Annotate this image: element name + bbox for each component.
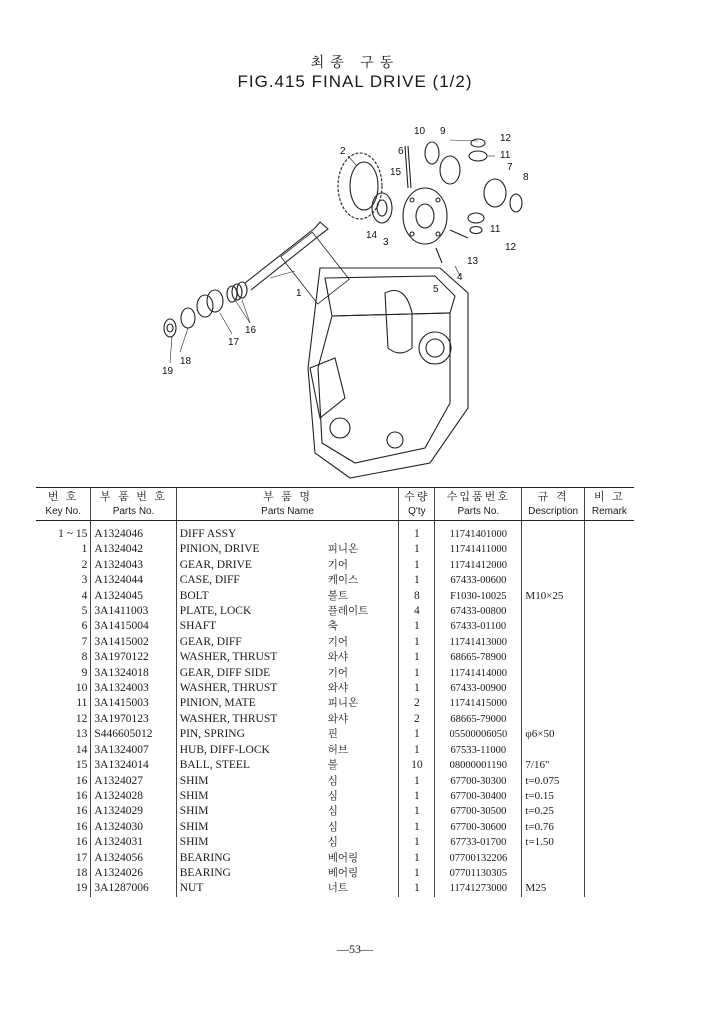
callout-14: 14 <box>366 230 378 241</box>
table-row <box>36 851 634 866</box>
cell-remark <box>584 820 634 835</box>
cell-parts-no: 3A1287006 <box>91 881 176 896</box>
cell-remark <box>584 851 634 866</box>
table-row <box>36 681 634 696</box>
cell-import-no: 67433-00800 <box>435 604 522 619</box>
cell-description: φ6×50 <box>522 727 584 742</box>
cell-description <box>522 851 584 866</box>
cell-import-no: 67433-01100 <box>435 619 522 634</box>
part-name-en: NUT <box>179 882 204 895</box>
cell-description <box>522 558 584 573</box>
cell-parts-name <box>176 758 399 773</box>
part-name-en: BALL, STEEL <box>179 759 250 772</box>
cell-remark <box>584 521 634 543</box>
cell-key: 1 ~ 15 <box>58 528 88 540</box>
col-key: 번 호 Key No. <box>36 488 91 521</box>
cell-import-no: 11741273000 <box>435 881 522 896</box>
cell-key: 17 <box>75 851 88 864</box>
exploded-view-diagram <box>150 118 550 483</box>
cell-parts-no: A1324030 <box>91 820 176 835</box>
cell-parts-name <box>176 521 399 543</box>
cell-import-no: 67433-00600 <box>435 573 522 588</box>
cell-qty: 2 <box>399 712 435 727</box>
table-row <box>36 727 634 742</box>
cell-import-no: 67700-30600 <box>435 820 522 835</box>
part-name-kr: 심 <box>327 789 338 802</box>
callout-7: 7 <box>507 162 513 173</box>
cell-import-no: 11741412000 <box>435 558 522 573</box>
cell-key: 16 <box>75 774 88 787</box>
cell-parts-no: 3A1324007 <box>91 743 176 758</box>
table-row <box>36 881 634 896</box>
cell-parts-name <box>176 650 399 665</box>
part-name-kr: 피니온 <box>327 697 359 710</box>
cell-parts-no: A1324045 <box>91 589 176 604</box>
cell-qty: 2 <box>399 696 435 711</box>
part-name-en: DIFF ASSY <box>179 528 237 540</box>
cell-key: 5 <box>81 605 88 618</box>
cell-description <box>522 542 584 557</box>
cell-description <box>522 666 584 681</box>
cell-description <box>522 573 584 588</box>
cell-remark <box>584 666 634 681</box>
part-name-kr: 베어링 <box>327 866 359 879</box>
cell-parts-name <box>176 573 399 588</box>
callout-12b: 12 <box>505 242 517 253</box>
table-row <box>36 712 634 727</box>
parts-table <box>36 487 634 897</box>
cell-key: 7 <box>81 635 88 648</box>
part-name-kr: 너트 <box>327 882 348 895</box>
cell-key: 19 <box>75 882 88 895</box>
table-row <box>36 635 634 650</box>
callout-5: 5 <box>433 284 439 295</box>
col-import-no: 수입품번호 Parts No. <box>435 488 522 521</box>
cell-key: 16 <box>75 836 88 849</box>
cell-parts-name <box>176 589 399 604</box>
table-row <box>36 589 634 604</box>
cell-remark <box>584 604 634 619</box>
col-parts-no: 부 품 번 호 Parts No. <box>91 488 176 521</box>
table-row <box>36 774 634 789</box>
part-name-kr: 와샤 <box>327 651 348 664</box>
callout-13: 13 <box>467 256 479 267</box>
cell-qty: 1 <box>399 820 435 835</box>
cell-import-no: 07700132206 <box>435 851 522 866</box>
cell-remark <box>584 573 634 588</box>
table-header-row <box>36 488 634 521</box>
cell-description <box>522 866 584 881</box>
cell-import-no: 67700-30500 <box>435 804 522 819</box>
cell-description <box>522 712 584 727</box>
table-row <box>36 789 634 804</box>
cell-parts-name <box>176 696 399 711</box>
part-name-en: SHIM <box>179 774 209 787</box>
cell-remark <box>584 635 634 650</box>
cell-remark <box>584 712 634 727</box>
cell-parts-no: 3A1324018 <box>91 666 176 681</box>
table-row <box>36 542 634 557</box>
part-name-en: CASE, DIFF <box>179 574 240 587</box>
cell-parts-no: A1324026 <box>91 866 176 881</box>
cell-key: 10 <box>75 682 88 695</box>
callout-9: 9 <box>440 126 446 137</box>
cell-parts-no: A1324042 <box>91 542 176 557</box>
cell-key: 16 <box>75 789 88 802</box>
cell-qty: 1 <box>399 789 435 804</box>
table-row <box>36 666 634 681</box>
cell-remark <box>584 835 634 850</box>
cell-remark <box>584 650 634 665</box>
cell-remark <box>584 589 634 604</box>
part-name-kr: 심 <box>327 774 338 787</box>
cell-import-no: 11741413000 <box>435 635 522 650</box>
part-name-en: SHIM <box>179 836 209 849</box>
table-row <box>36 573 634 588</box>
callout-1: 1 <box>296 288 302 299</box>
callout-10: 10 <box>414 126 426 137</box>
cell-key: 12 <box>75 712 88 725</box>
col-parts-name: 부 품 명 Parts Name <box>176 488 399 521</box>
part-name-en: BOLT <box>179 589 209 602</box>
part-name-kr: 기어 <box>327 635 348 648</box>
cell-remark <box>584 758 634 773</box>
callout-12a: 12 <box>500 133 512 144</box>
cell-description: M25 <box>522 881 584 896</box>
cell-key: 15 <box>75 759 88 772</box>
cell-qty: 1 <box>399 681 435 696</box>
cell-description: t=1.50 <box>522 835 584 850</box>
part-name-kr: 와샤 <box>327 712 348 725</box>
cell-qty: 1 <box>399 727 435 742</box>
cell-parts-name <box>176 542 399 557</box>
cell-remark <box>584 774 634 789</box>
cell-parts-no: 3A1415002 <box>91 635 176 650</box>
cell-description: M10×25 <box>522 589 584 604</box>
cell-remark <box>584 743 634 758</box>
cell-parts-no: 3A1324014 <box>91 758 176 773</box>
cell-parts-name <box>176 804 399 819</box>
cell-remark <box>584 558 634 573</box>
part-name-en: WASHER, THRUST <box>179 651 278 664</box>
callout-8: 8 <box>523 172 529 183</box>
part-name-kr: 허브 <box>327 743 348 756</box>
part-name-kr: 심 <box>327 805 338 818</box>
part-name-kr: 핀 <box>327 728 338 741</box>
cell-qty: 1 <box>399 851 435 866</box>
figure-title: FIG.415 FINAL DRIVE (1/2) <box>237 72 473 91</box>
part-name-kr: 와샤 <box>327 682 348 695</box>
callout-11a: 11 <box>500 150 511 161</box>
cell-parts-name <box>176 789 399 804</box>
cell-import-no: F1030-10025 <box>435 589 522 604</box>
part-name-kr: 베어링 <box>327 851 359 864</box>
cell-parts-no: A1324043 <box>91 558 176 573</box>
cell-parts-no: A1324044 <box>91 573 176 588</box>
cell-import-no: 07701130305 <box>435 866 522 881</box>
cell-parts-no: A1324027 <box>91 774 176 789</box>
cell-import-no: 67733-01700 <box>435 835 522 850</box>
part-name-kr: 기어 <box>327 558 348 571</box>
table-row <box>36 758 634 773</box>
cell-import-no: 68665-79000 <box>435 712 522 727</box>
title-korean: 최종 구동 <box>310 55 400 71</box>
cell-description: t=0.25 <box>522 804 584 819</box>
callout-17: 17 <box>228 337 240 348</box>
part-name-en: PIN, SPRING <box>179 728 245 741</box>
cell-remark <box>584 881 634 896</box>
cell-parts-name <box>176 635 399 650</box>
cell-description <box>522 619 584 634</box>
cell-parts-name <box>176 727 399 742</box>
cell-description <box>522 681 584 696</box>
cell-parts-name <box>176 681 399 696</box>
cell-import-no: 68665-78900 <box>435 650 522 665</box>
callout-15: 15 <box>390 167 402 178</box>
cell-qty: 1 <box>399 743 435 758</box>
cell-import-no: 08000001190 <box>435 758 522 773</box>
part-name-en: WASHER, THRUST <box>179 682 278 695</box>
cell-parts-no: 3A1970122 <box>91 650 176 665</box>
cell-parts-no: 3A1324003 <box>91 681 176 696</box>
cell-remark <box>584 727 634 742</box>
part-name-en: GEAR, DRIVE <box>179 558 252 571</box>
cell-parts-name <box>176 619 399 634</box>
cell-key: 14 <box>75 743 88 756</box>
cell-parts-no: S446605012 <box>91 727 176 742</box>
cell-import-no: 67700-30400 <box>435 789 522 804</box>
cell-parts-name <box>176 558 399 573</box>
cell-key: 11 <box>76 697 88 710</box>
part-name-en: HUB, DIFF-LOCK <box>179 743 270 756</box>
cell-parts-no: A1324046 <box>91 521 176 543</box>
callout-16: 16 <box>245 325 257 336</box>
part-name-en: GEAR, DIFF <box>179 635 242 648</box>
cell-parts-name <box>176 820 399 835</box>
table-row <box>36 866 634 881</box>
part-name-kr: 기어 <box>327 666 348 679</box>
cell-qty: 1 <box>399 804 435 819</box>
part-name-kr: 플레이트 <box>327 605 369 618</box>
cell-key: 16 <box>75 805 88 818</box>
cell-description: t=0.075 <box>522 774 584 789</box>
cell-qty: 1 <box>399 881 435 896</box>
cell-qty: 1 <box>399 542 435 557</box>
cell-description <box>522 743 584 758</box>
cell-import-no: 11741401000 <box>435 521 522 543</box>
callout-18: 18 <box>180 356 192 367</box>
cell-qty: 10 <box>399 758 435 773</box>
cell-import-no: 11741414000 <box>435 666 522 681</box>
cell-description: t=0.15 <box>522 789 584 804</box>
table-row <box>36 650 634 665</box>
callout-4: 4 <box>457 272 463 283</box>
cell-parts-name <box>176 666 399 681</box>
part-name-kr: 케이스 <box>327 574 359 587</box>
cell-key: 2 <box>81 558 88 571</box>
callout-6: 6 <box>398 146 404 157</box>
cell-key: 4 <box>81 589 88 602</box>
part-name-en: GEAR, DIFF SIDE <box>179 666 271 679</box>
cell-qty: 1 <box>399 774 435 789</box>
cell-description <box>522 696 584 711</box>
cell-parts-no: A1324029 <box>91 804 176 819</box>
cell-remark <box>584 681 634 696</box>
cell-remark <box>584 866 634 881</box>
cell-import-no: 67433-00900 <box>435 681 522 696</box>
cell-import-no: 05500006050 <box>435 727 522 742</box>
callout-3: 3 <box>383 237 389 248</box>
cell-description: t=0.76 <box>522 820 584 835</box>
table-row <box>36 619 634 634</box>
cell-description: 7/16" <box>522 758 584 773</box>
col-qty: 수량 Q'ty <box>399 488 435 521</box>
cell-remark <box>584 619 634 634</box>
cell-import-no: 11741411000 <box>435 542 522 557</box>
cell-key: 18 <box>75 866 88 879</box>
cell-parts-no: 3A1970123 <box>91 712 176 727</box>
part-name-en: PINION, DRIVE <box>179 543 260 556</box>
callout-19: 19 <box>162 366 174 377</box>
cell-import-no: 11741415000 <box>435 696 522 711</box>
cell-parts-no: A1324028 <box>91 789 176 804</box>
cell-remark <box>584 789 634 804</box>
cell-parts-name <box>176 743 399 758</box>
cell-qty: 1 <box>399 558 435 573</box>
cell-parts-no: A1324031 <box>91 835 176 850</box>
part-name-en: WASHER, THRUST <box>179 712 278 725</box>
cell-parts-name <box>176 851 399 866</box>
cell-import-no: 67533-11000 <box>435 743 522 758</box>
cell-description <box>522 521 584 543</box>
table-row <box>36 743 634 758</box>
part-name-en: BEARING <box>179 851 231 864</box>
cell-parts-name <box>176 604 399 619</box>
table-row <box>36 835 634 850</box>
cell-qty: 1 <box>399 666 435 681</box>
table-row <box>36 820 634 835</box>
col-remark: 비 고 Remark <box>584 488 634 521</box>
col-description: 규 격 Description <box>522 488 584 521</box>
cell-key: 1 <box>81 543 88 556</box>
cell-qty: 1 <box>399 835 435 850</box>
part-name-en: SHIM <box>179 789 209 802</box>
cell-key: 6 <box>81 620 88 633</box>
cell-parts-no: 3A1411003 <box>91 604 176 619</box>
cell-qty: 8 <box>399 589 435 604</box>
cell-parts-name <box>176 881 399 896</box>
part-name-kr: 볼트 <box>327 589 348 602</box>
cell-key: 8 <box>81 651 88 664</box>
cell-description <box>522 604 584 619</box>
cell-parts-name <box>176 835 399 850</box>
cell-parts-no: A1324056 <box>91 851 176 866</box>
cell-key: 9 <box>81 666 88 679</box>
part-name-kr: 피니온 <box>327 543 359 556</box>
cell-qty: 1 <box>399 635 435 650</box>
cell-key: 16 <box>75 820 88 833</box>
callout-2: 2 <box>340 146 346 157</box>
cell-qty: 1 <box>399 619 435 634</box>
part-name-kr: 볼 <box>327 759 338 772</box>
table-row <box>36 558 634 573</box>
part-name-en: PINION, MATE <box>179 697 256 710</box>
part-name-kr: 심 <box>327 836 338 849</box>
table-row <box>36 521 634 543</box>
part-name-en: PLATE, LOCK <box>179 605 252 618</box>
table-row <box>36 696 634 711</box>
cell-parts-no: 3A1415003 <box>91 696 176 711</box>
cell-import-no: 67700-30300 <box>435 774 522 789</box>
cell-remark <box>584 696 634 711</box>
part-name-kr: 축 <box>327 620 338 633</box>
part-name-en: SHIM <box>179 805 209 818</box>
table-row <box>36 604 634 619</box>
part-name-en: SHAFT <box>179 620 217 633</box>
cell-remark <box>584 542 634 557</box>
cell-key: 13 <box>75 728 88 741</box>
cell-parts-name <box>176 774 399 789</box>
cell-qty: 4 <box>399 604 435 619</box>
cell-qty: 1 <box>399 521 435 543</box>
cell-description <box>522 650 584 665</box>
part-name-kr: 심 <box>327 820 338 833</box>
part-name-en: SHIM <box>179 820 209 833</box>
cell-description <box>522 635 584 650</box>
cell-parts-no: 3A1415004 <box>91 619 176 634</box>
callout-11b: 11 <box>490 224 501 235</box>
page-number: —53— <box>337 942 373 956</box>
cell-qty: 1 <box>399 866 435 881</box>
cell-key: 3 <box>81 574 88 587</box>
table-row <box>36 804 634 819</box>
cell-parts-name <box>176 866 399 881</box>
cell-parts-name <box>176 712 399 727</box>
part-name-en: BEARING <box>179 866 231 879</box>
cell-qty: 1 <box>399 650 435 665</box>
cell-remark <box>584 804 634 819</box>
cell-qty: 1 <box>399 573 435 588</box>
